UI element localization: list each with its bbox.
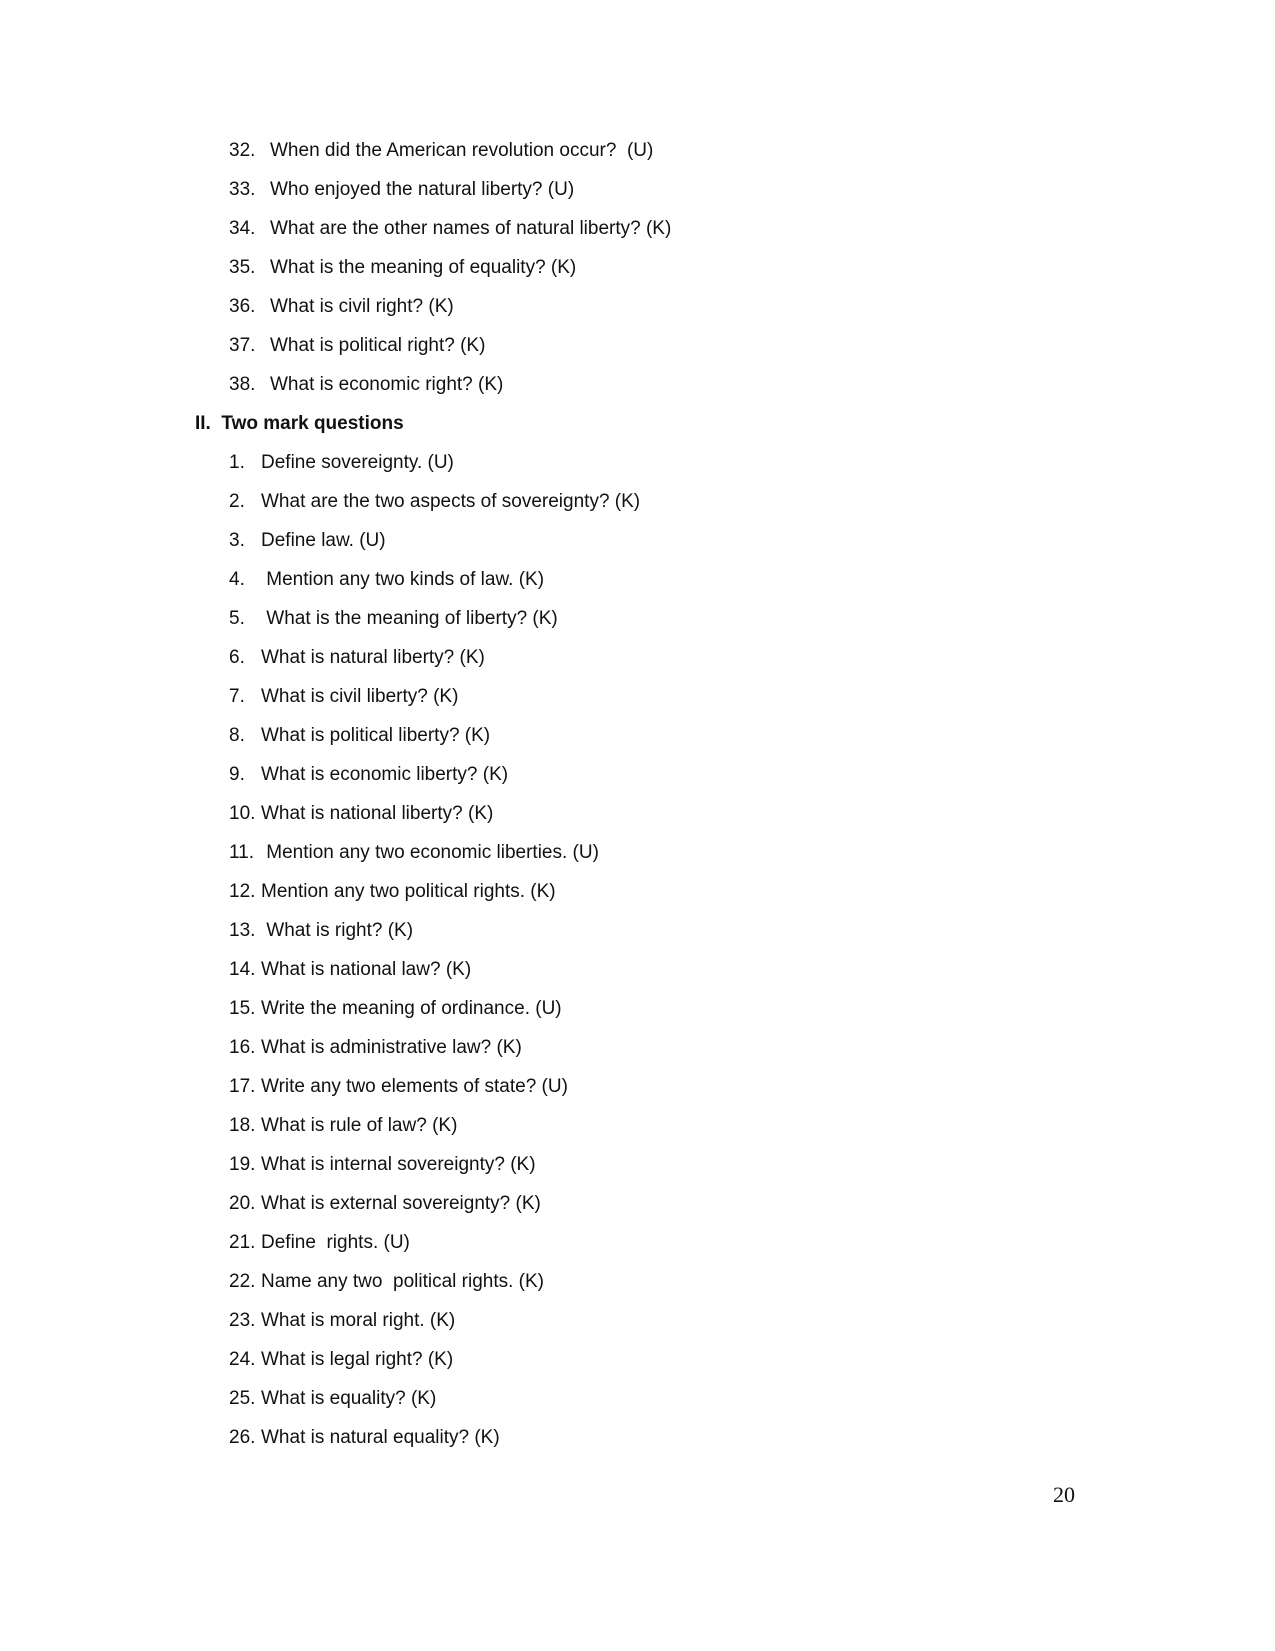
item-text: What is rule of law? (K) <box>261 1115 458 1136</box>
item-text: Define sovereignty. (U) <box>261 452 454 473</box>
item-number: 3. <box>229 530 245 551</box>
item-text: What is national liberty? (K) <box>261 803 494 824</box>
item-number: 4. <box>229 569 245 590</box>
item-number: 22. <box>229 1271 256 1292</box>
item-number: 35. <box>229 257 256 278</box>
item-text: Mention any two political rights. (K) <box>261 881 556 902</box>
item-text: What is the meaning of equality? (K) <box>270 257 577 278</box>
item-text: Who enjoyed the natural liberty? (U) <box>270 179 575 200</box>
item-number: 5. <box>229 608 245 629</box>
item-number: 37. <box>229 335 256 356</box>
item-text: What is right? (K) <box>261 920 414 941</box>
item-number: 34. <box>229 218 256 239</box>
item-number: 36. <box>229 296 256 317</box>
item-number: 23. <box>229 1310 256 1331</box>
item-number: 13. <box>229 920 256 941</box>
item-text: What is national law? (K) <box>261 959 472 980</box>
item-number: 14. <box>229 959 256 980</box>
item-number: 19. <box>229 1154 256 1175</box>
item-text: When did the American revolution occur? (U) <box>270 140 654 161</box>
item-number: 2. <box>229 491 245 512</box>
item-text: What is the meaning of liberty? (K) <box>261 608 558 629</box>
item-number: 18. <box>229 1115 256 1136</box>
item-text: Mention any two kinds of law. (K) <box>261 569 545 590</box>
item-number: 17. <box>229 1076 256 1097</box>
item-text: What is political right? (K) <box>270 335 486 356</box>
item-number: 24. <box>229 1349 256 1370</box>
item-number: 38. <box>229 374 256 395</box>
item-text: What is economic liberty? (K) <box>261 764 509 785</box>
item-number: 33. <box>229 179 256 200</box>
item-text: What are the other names of natural liberty? (K) <box>270 218 672 239</box>
item-number: 21. <box>229 1232 256 1253</box>
page-number: 20 <box>1053 1482 1075 1507</box>
item-text: What is civil liberty? (K) <box>261 686 459 707</box>
item-number: 20. <box>229 1193 256 1214</box>
item-text: What is political liberty? (K) <box>261 725 491 746</box>
item-text: What is economic right? (K) <box>270 374 504 395</box>
item-text: What is administrative law? (K) <box>261 1037 522 1058</box>
item-text: What is legal right? (K) <box>261 1349 454 1370</box>
item-number: 7. <box>229 686 245 707</box>
item-number: 11. <box>229 842 255 863</box>
item-text: Write any two elements of state? (U) <box>261 1076 568 1097</box>
item-text: What is civil right? (K) <box>270 296 454 317</box>
item-number: 15. <box>229 998 256 1019</box>
item-number: 1. <box>229 452 245 473</box>
item-text: What is natural liberty? (K) <box>261 647 485 668</box>
item-number: 10. <box>229 803 256 824</box>
item-text: Name any two political rights. (K) <box>261 1271 544 1292</box>
item-number: 9. <box>229 764 245 785</box>
item-number: 26. <box>229 1427 256 1448</box>
item-text: What is moral right. (K) <box>261 1310 456 1331</box>
item-text: Define rights. (U) <box>261 1232 410 1253</box>
item-number: 32. <box>229 140 256 161</box>
item-text: What are the two aspects of sovereignty? (K) <box>261 491 641 512</box>
item-number: 12. <box>229 881 256 902</box>
item-text: Define law. (U) <box>261 530 386 551</box>
item-number: 6. <box>229 647 245 668</box>
item-text: What is equality? (K) <box>261 1388 437 1409</box>
item-number: 8. <box>229 725 245 746</box>
item-text: Mention any two economic liberties. (U) <box>261 842 599 863</box>
section-heading: II. Two mark questions <box>195 413 404 434</box>
item-text: What is external sovereignty? (K) <box>261 1193 541 1214</box>
item-text: What is natural equality? (K) <box>261 1427 500 1448</box>
item-number: 16. <box>229 1037 256 1058</box>
item-text: What is internal sovereignty? (K) <box>261 1154 536 1175</box>
item-number: 25. <box>229 1388 256 1409</box>
item-text: Write the meaning of ordinance. (U) <box>261 998 562 1019</box>
